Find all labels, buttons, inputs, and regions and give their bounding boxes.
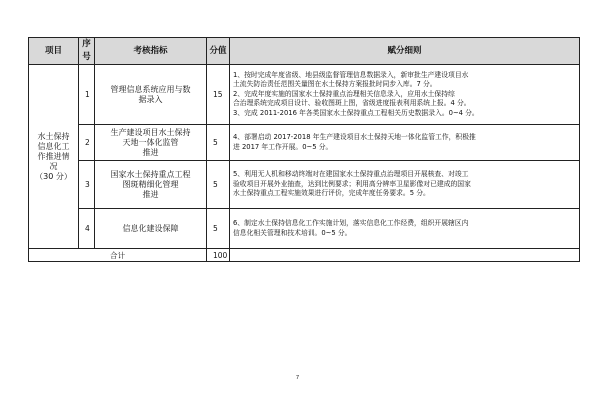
header-detail: 赋分细则 — [230, 38, 580, 65]
detail-line: 1、按时完成年度省级、地县级监督管理信息数据录入，新审批生产建设项目水 — [233, 70, 469, 79]
indicator-line: 推进 — [142, 147, 159, 157]
total-row — [29, 249, 580, 262]
category-line: 作推进情 — [37, 151, 70, 161]
detail-cell — [230, 65, 580, 125]
header-seq: 序号 — [79, 38, 95, 65]
total-label: 合计 — [29, 249, 207, 262]
score-cell: 15 — [207, 65, 230, 125]
score-cell: 5 — [207, 125, 230, 161]
seq-cell: 3 — [79, 161, 95, 209]
detail-cell — [230, 125, 580, 161]
table-header-row — [29, 38, 580, 65]
total-detail-empty — [230, 249, 580, 262]
indicator-line: 图斑精细化管理 — [122, 179, 179, 189]
indicator-line: 国家水土保持重点工程 — [110, 169, 191, 179]
indicator-line: 生产建设项目水土保持 — [110, 127, 191, 137]
category-line: 水土保持 — [37, 131, 70, 141]
seq-cell: 2 — [79, 125, 95, 161]
detail-line: 6、制定水土保持信息化工作实施计划，落实信息化工作经费，组织开展辖区内 — [233, 218, 469, 227]
score-cell: 5 — [207, 161, 230, 209]
indicator-cell — [95, 209, 207, 249]
table-row — [29, 65, 580, 125]
indicator-cell — [95, 65, 207, 125]
detail-line: 2、完成年度实施的国家水土保持重点治理相关信息录入，应用水土保持综 — [233, 89, 455, 98]
indicator-line: 天地一体化监管 — [122, 137, 179, 147]
score-cell: 5 — [207, 209, 230, 249]
detail-cell — [230, 209, 580, 249]
detail-line: 水土保持重点工程实施效果进行评价，完成年度任务要求。5 分。 — [233, 189, 430, 198]
detail-line: 4、部署启动 2017-2018 年生产建设项目水土保持天地一体化监管工作，积极推 — [233, 132, 476, 141]
header-category: 项目 — [29, 38, 79, 65]
assessment-table — [28, 37, 580, 262]
category-cell — [29, 65, 79, 249]
page-number: 7 — [295, 375, 300, 381]
indicator-line: 管理信息系统应用与数 — [110, 84, 191, 94]
detail-line: 土流失防治责任范围关量图在水土保持方案报批时同步入库。7 分。 — [233, 80, 437, 89]
detail-line: 5、利用无人机和移动终端对在建国家水土保持重点治理项目开展核查、对竣工 — [233, 170, 469, 179]
header-indicator: 考核指标 — [95, 38, 207, 65]
detail-cell — [230, 161, 580, 209]
seq-cell: 1 — [79, 65, 95, 125]
table-row — [29, 161, 580, 209]
indicator-cell — [95, 161, 207, 209]
indicator-line: 据录入 — [138, 94, 163, 104]
category-line: （30 分） — [35, 171, 72, 181]
category-line: 信息化工 — [37, 141, 70, 151]
detail-line: 验收项目开展外业抽查，达到比例要求；利用高分辨率卫星影像对已建成的国家 — [233, 179, 471, 188]
category-line: 况 — [49, 161, 58, 171]
indicator-line: 信息化建设保障 — [122, 223, 179, 233]
detail-line: 信息化相关管理和技术培训。0~5 分。 — [233, 228, 352, 237]
indicator-line: 推进 — [142, 189, 159, 199]
table-row — [29, 209, 580, 249]
detail-line: 进 2017 年工作开展。0~5 分。 — [233, 142, 333, 151]
detail-line: 合治理系统完成项目设计、验收图斑上图，省级进度报表利用系统上报。4 分。 — [233, 99, 471, 108]
seq-cell: 4 — [79, 209, 95, 249]
total-score: 100 — [207, 249, 230, 262]
indicator-cell — [95, 125, 207, 161]
header-score: 分值 — [207, 38, 230, 65]
detail-line: 3、完成 2011-2016 年各类国家水土保持重点工程相关历史数据录入。0~4 分。 — [233, 108, 479, 117]
table-row — [29, 125, 580, 161]
